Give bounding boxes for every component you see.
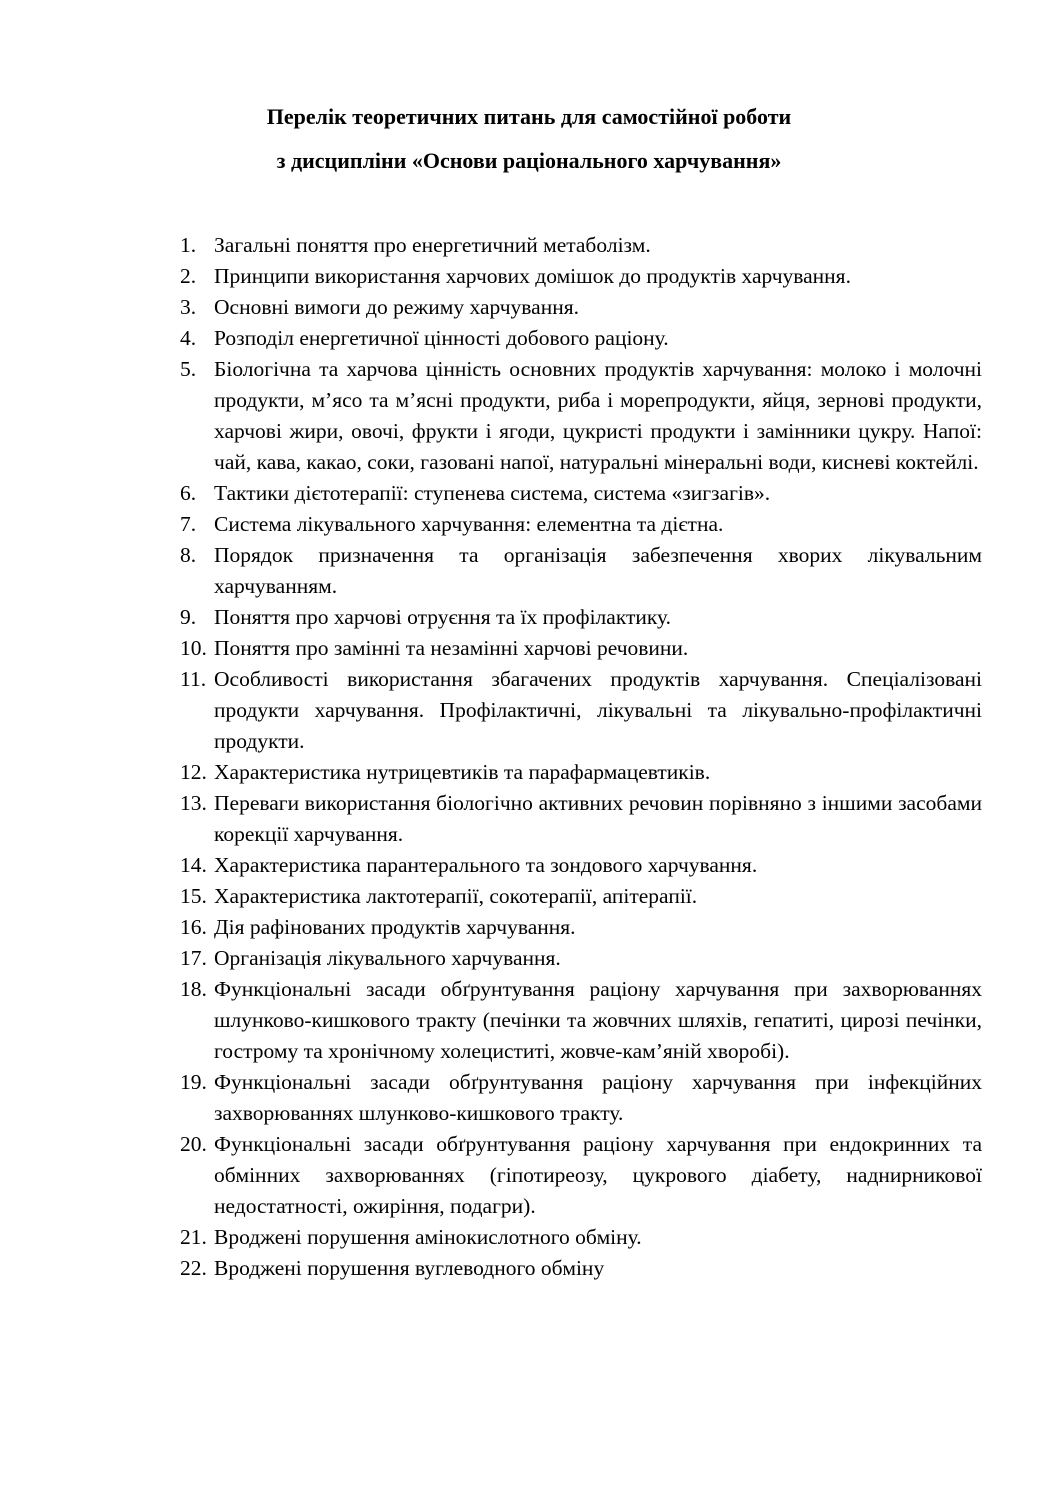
list-item-text: Система лікувального харчування: елементна та дієтна. xyxy=(214,512,724,536)
list-item-text: Характеристика нутрицевтиків та парафармацевтиків. xyxy=(214,760,711,784)
list-item xyxy=(180,788,982,850)
list-item xyxy=(180,261,982,292)
list-item-number: 12. xyxy=(180,760,207,784)
list-item xyxy=(180,478,982,509)
list-item-number: 21. xyxy=(180,1225,207,1249)
list-item-text: Вроджені порушення вуглеводного обміну xyxy=(214,1256,605,1280)
list-item-number: 14. xyxy=(180,853,207,877)
list-item-number: 20. xyxy=(180,1132,207,1156)
list-item xyxy=(180,1067,982,1129)
list-item-number: 3. xyxy=(180,295,197,319)
list-item-number: 10. xyxy=(180,636,207,660)
list-item xyxy=(180,230,982,261)
list-item-number: 18. xyxy=(180,977,207,1001)
list-item xyxy=(180,1222,982,1253)
list-item-text: Основні вимоги до режиму харчування. xyxy=(214,295,579,319)
list-item xyxy=(180,1253,982,1284)
list-item-text: Функціональні засади обґрунтування раціону харчування при ендокринних та обмінних захворюваннях (гіпотиреозу, цукрового діабету, наднирникової недостатності, ожиріння, подагри). xyxy=(214,1132,982,1218)
list-item-number: 2. xyxy=(180,264,197,288)
list-item-number: 19. xyxy=(180,1070,207,1094)
list-item xyxy=(180,509,982,540)
list-item-number: 16. xyxy=(180,915,207,939)
list-item xyxy=(180,943,982,974)
list-item-text: Порядок призначення та організація забезпечення хворих лікувальним харчуванням. xyxy=(214,543,982,598)
list-item xyxy=(180,912,982,943)
list-item xyxy=(180,602,982,633)
list-item xyxy=(180,757,982,788)
list-item-text: Загальні поняття про енергетичний метаболізм. xyxy=(214,233,651,257)
list-item xyxy=(180,633,982,664)
list-item xyxy=(180,881,982,912)
list-item-number: 17. xyxy=(180,946,207,970)
list-item-number: 11. xyxy=(180,667,207,691)
list-item-number: 6. xyxy=(180,481,197,505)
list-item-text: Розподіл енергетичної цінності добового раціону. xyxy=(214,326,669,350)
list-item xyxy=(180,1129,982,1222)
question-list xyxy=(180,230,982,1284)
list-item-text: Характеристика лактотерапії, сокотерапії, апітерапії. xyxy=(214,884,698,908)
list-item xyxy=(180,850,982,881)
list-item xyxy=(180,292,982,323)
list-item-number: 13. xyxy=(180,791,207,815)
list-item xyxy=(180,664,982,757)
list-item-text: Переваги використання біологічно активних речовин порівняно з іншими засобами корекції харчування. xyxy=(214,791,982,846)
list-item-number: 9. xyxy=(180,605,197,629)
list-item-text: Поняття про замінні та незамінні харчові речовини. xyxy=(214,636,689,660)
document-title-line-2: з дисципліни «Основи раціонального харчування» xyxy=(276,148,782,173)
list-item-text: Біологічна та харчова цінність основних продуктів харчування: молоко і молочні продукти, м’ясо та м’ясні продукти, риба і морепродукти, яйця, зернові продукти, харчові жири, овочі, фрукти і ягоди, цукристі продукти і замінники цукру. Напої: чай, кава, какао, соки, газовані напої, натуральні мінеральні води, кисневі коктейлі. xyxy=(214,357,982,474)
list-item-number: 22. xyxy=(180,1256,207,1280)
list-item-text: Особливості використання збагачених продуктів харчування. Спеціалізовані продукти харчування. Профілактичні, лікувальні та лікувально-профілактичні продукти. xyxy=(214,667,982,753)
list-item-number: 8. xyxy=(180,543,197,567)
list-item xyxy=(180,354,982,478)
list-item-text: Вроджені порушення амінокислотного обміну. xyxy=(214,1225,642,1249)
list-item-text: Характеристика парантерального та зондового харчування. xyxy=(214,853,758,877)
list-item-text: Принципи використання харчових домішок до продуктів харчування. xyxy=(214,264,851,288)
list-item-text: Функціональні засади обґрунтування раціону харчування при захворюваннях шлунково-кишкового тракту (печінки та жовчних шляхів, гепатиті, цирозі печінки, гострому та хронічному холециститі, жовче-кам’яній хворобі). xyxy=(214,977,982,1063)
list-item-number: 1. xyxy=(180,233,197,257)
list-item-number: 15. xyxy=(180,884,207,908)
list-item xyxy=(180,540,982,602)
list-item-text: Тактики дієтотерапії: ступенева система, система «зигзагів». xyxy=(214,481,771,505)
list-item-text: Дія рафінованих продуктів харчування. xyxy=(214,915,576,939)
document-title-line-1: Перелік теоретичних питань для самостійної роботи xyxy=(266,104,792,129)
list-item-number: 4. xyxy=(180,326,197,350)
list-item xyxy=(180,323,982,354)
list-item-text: Організація лікувального харчування. xyxy=(214,946,561,970)
list-item-number: 5. xyxy=(180,357,197,381)
list-item-number: 7. xyxy=(180,512,197,536)
list-item-text: Поняття про харчові отруєння та їх профілактику. xyxy=(214,605,671,629)
list-item xyxy=(180,974,982,1067)
list-item-text: Функціональні засади обґрунтування раціону харчування при інфекційних захворюваннях шлунково-кишкового тракту. xyxy=(214,1070,982,1125)
